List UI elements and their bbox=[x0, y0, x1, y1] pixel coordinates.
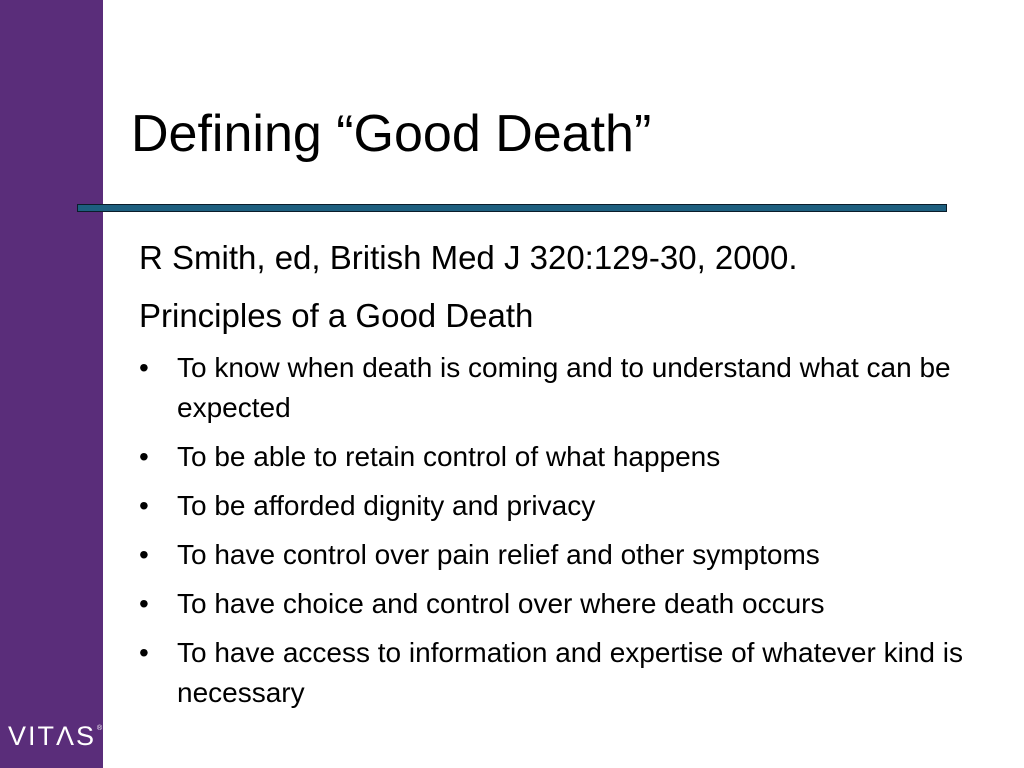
bullet-icon: • bbox=[139, 637, 149, 668]
bullet-item bbox=[139, 633, 979, 713]
bullet-text: To have control over pain relief and other symptoms bbox=[177, 539, 820, 570]
bullet-item bbox=[139, 348, 979, 428]
vitas-logo bbox=[8, 714, 102, 751]
title-divider bbox=[77, 204, 947, 212]
bullet-icon: • bbox=[139, 588, 149, 619]
sidebar-band bbox=[0, 0, 103, 768]
reference-citation: R Smith, ed, British Med J 320:129-30, 2000. bbox=[139, 239, 798, 276]
slide-title: Defining “Good Death” bbox=[131, 105, 652, 163]
bullet-item bbox=[139, 535, 979, 575]
slide-body bbox=[139, 238, 979, 722]
bullet-icon: • bbox=[139, 352, 149, 383]
bullet-icon: • bbox=[139, 441, 149, 472]
bullet-icon: • bbox=[139, 539, 149, 570]
bullet-text: To be afforded dignity and privacy bbox=[177, 490, 596, 521]
bullet-icon: • bbox=[139, 490, 149, 521]
bullet-item bbox=[139, 486, 979, 526]
bullet-text: To be able to retain control of what happens bbox=[177, 441, 721, 472]
bullet-text: To have access to information and expertise of whatever kind is necessary bbox=[177, 637, 963, 708]
bullet-list bbox=[139, 348, 979, 713]
bullet-item bbox=[139, 584, 979, 624]
logo-text: VITΛS bbox=[8, 721, 97, 751]
subheading: Principles of a Good Death bbox=[139, 297, 534, 334]
bullet-text: To have choice and control over where death occurs bbox=[177, 588, 825, 619]
registered-mark: ® bbox=[97, 725, 103, 732]
bullet-text: To know when death is coming and to understand what can be expected bbox=[177, 352, 951, 423]
bullet-item bbox=[139, 437, 979, 477]
